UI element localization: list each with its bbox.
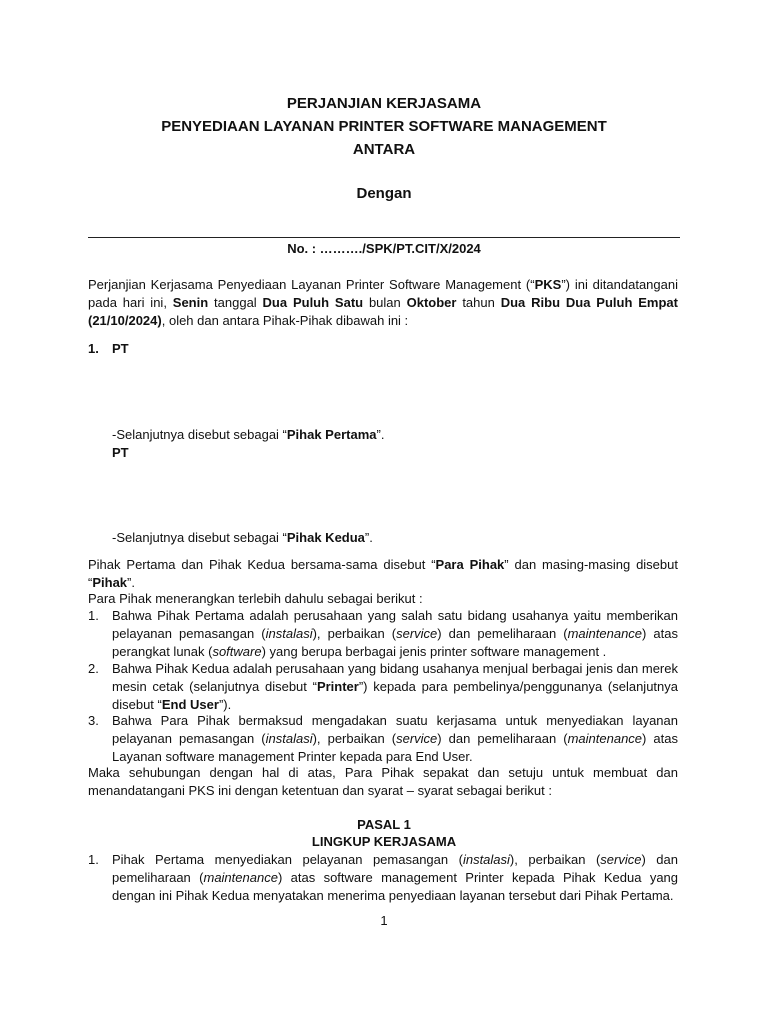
recital-item: 3. Bahwa Para Pihak bermaksud mengadakan suatu kerjasama untuk menyediakan layanan pelayanan pemasangan (instalasi), perbaikan (service) dan pemeliharaan (maintenance) atas Layanan software management Printer kepada para End User. [88,713,679,764]
party-1-name: PT [112,341,129,356]
clause-item: 1. Pihak Pertama menyediakan pelayanan pemasangan (instalasi), perbaikan (service) dan pemeliharaan (maintenance) atas software management Printer kepada Pihak Kedua yang dengan ini Pihak Kedua menyatakan menerima penyediaan layanan tersebut dari Pihak Pertama. [88,852,679,903]
pasal-title: PASAL 1 [357,817,411,832]
recital-item: 2. Bahwa Pihak Kedua adalah perusahaan yang bidang usahanya menjual berbagai jenis dan merek mesin cetak (selanjutnya disebut “Printer”) kepada para pembelinya/penggunanya (selanjutnya disebut “End User”). [88,661,678,712]
page-number: 1 [380,913,388,928]
pihak-kedua-designation: -Selanjutnya disebut sebagai “Pihak Kedua”. [112,530,373,545]
document-title-line-3: ANTARA [352,141,416,158]
intro-paragraph: Perjanjian Kerjasama Penyediaan Layanan Printer Software Management (“PKS”) ini ditandatangani pada hari ini, Senin tanggal Dua Puluh Satu bulan Oktober tahun Dua Ribu Dua Puluh Empat (21/10/2024), oleh dan antara Pihak-Pihak dibawah ini : [88,277,678,328]
pasal-subtitle: LINGKUP KERJASAMA [311,834,457,849]
document-title-line-2: PENYEDIAAN LAYANAN PRINTER SOFTWARE MANAGEMENT [161,118,607,135]
agreement-number: No. : ………./SPK/PT.CIT/X/2024 [287,241,481,256]
document-title-line-1: PERJANJIAN KERJASAMA [286,95,482,112]
closing-paragraph: Maka sehubungan dengan hal di atas, Para Pihak sepakat dan setuju untuk membuat dan menandatangani PKS ini dengan ketentuan dan syarat – syarat sebagai berikut : [88,765,678,798]
recital-item: 1. Bahwa Pihak Pertama adalah perusahaan yang salah satu bidang usahanya yaitu memberikan pelayanan pemasangan (instalasi), perbaikan (service) dan pemeliharaan (maintenance) atas perangkat lunak (software) yang berupa berbagai jenis printer software management . [88,608,679,659]
pihak-pertama-designation: -Selanjutnya disebut sebagai “Pihak Pertama”. [112,427,385,442]
party-2-name: PT [112,445,129,460]
party-1 [88,340,678,358]
para-pihak-paragraph: Pihak Pertama dan Pihak Kedua bersama-sama disebut “Para Pihak” dan masing-masing disebut “Pihak”. [88,557,678,590]
party-1-number: 1. [88,341,99,356]
recitals-intro: Para Pihak menerangkan terlebih dahulu sebagai berikut : [88,591,423,606]
document-title-line-4: Dengan [356,185,412,202]
title-divider [88,237,680,238]
